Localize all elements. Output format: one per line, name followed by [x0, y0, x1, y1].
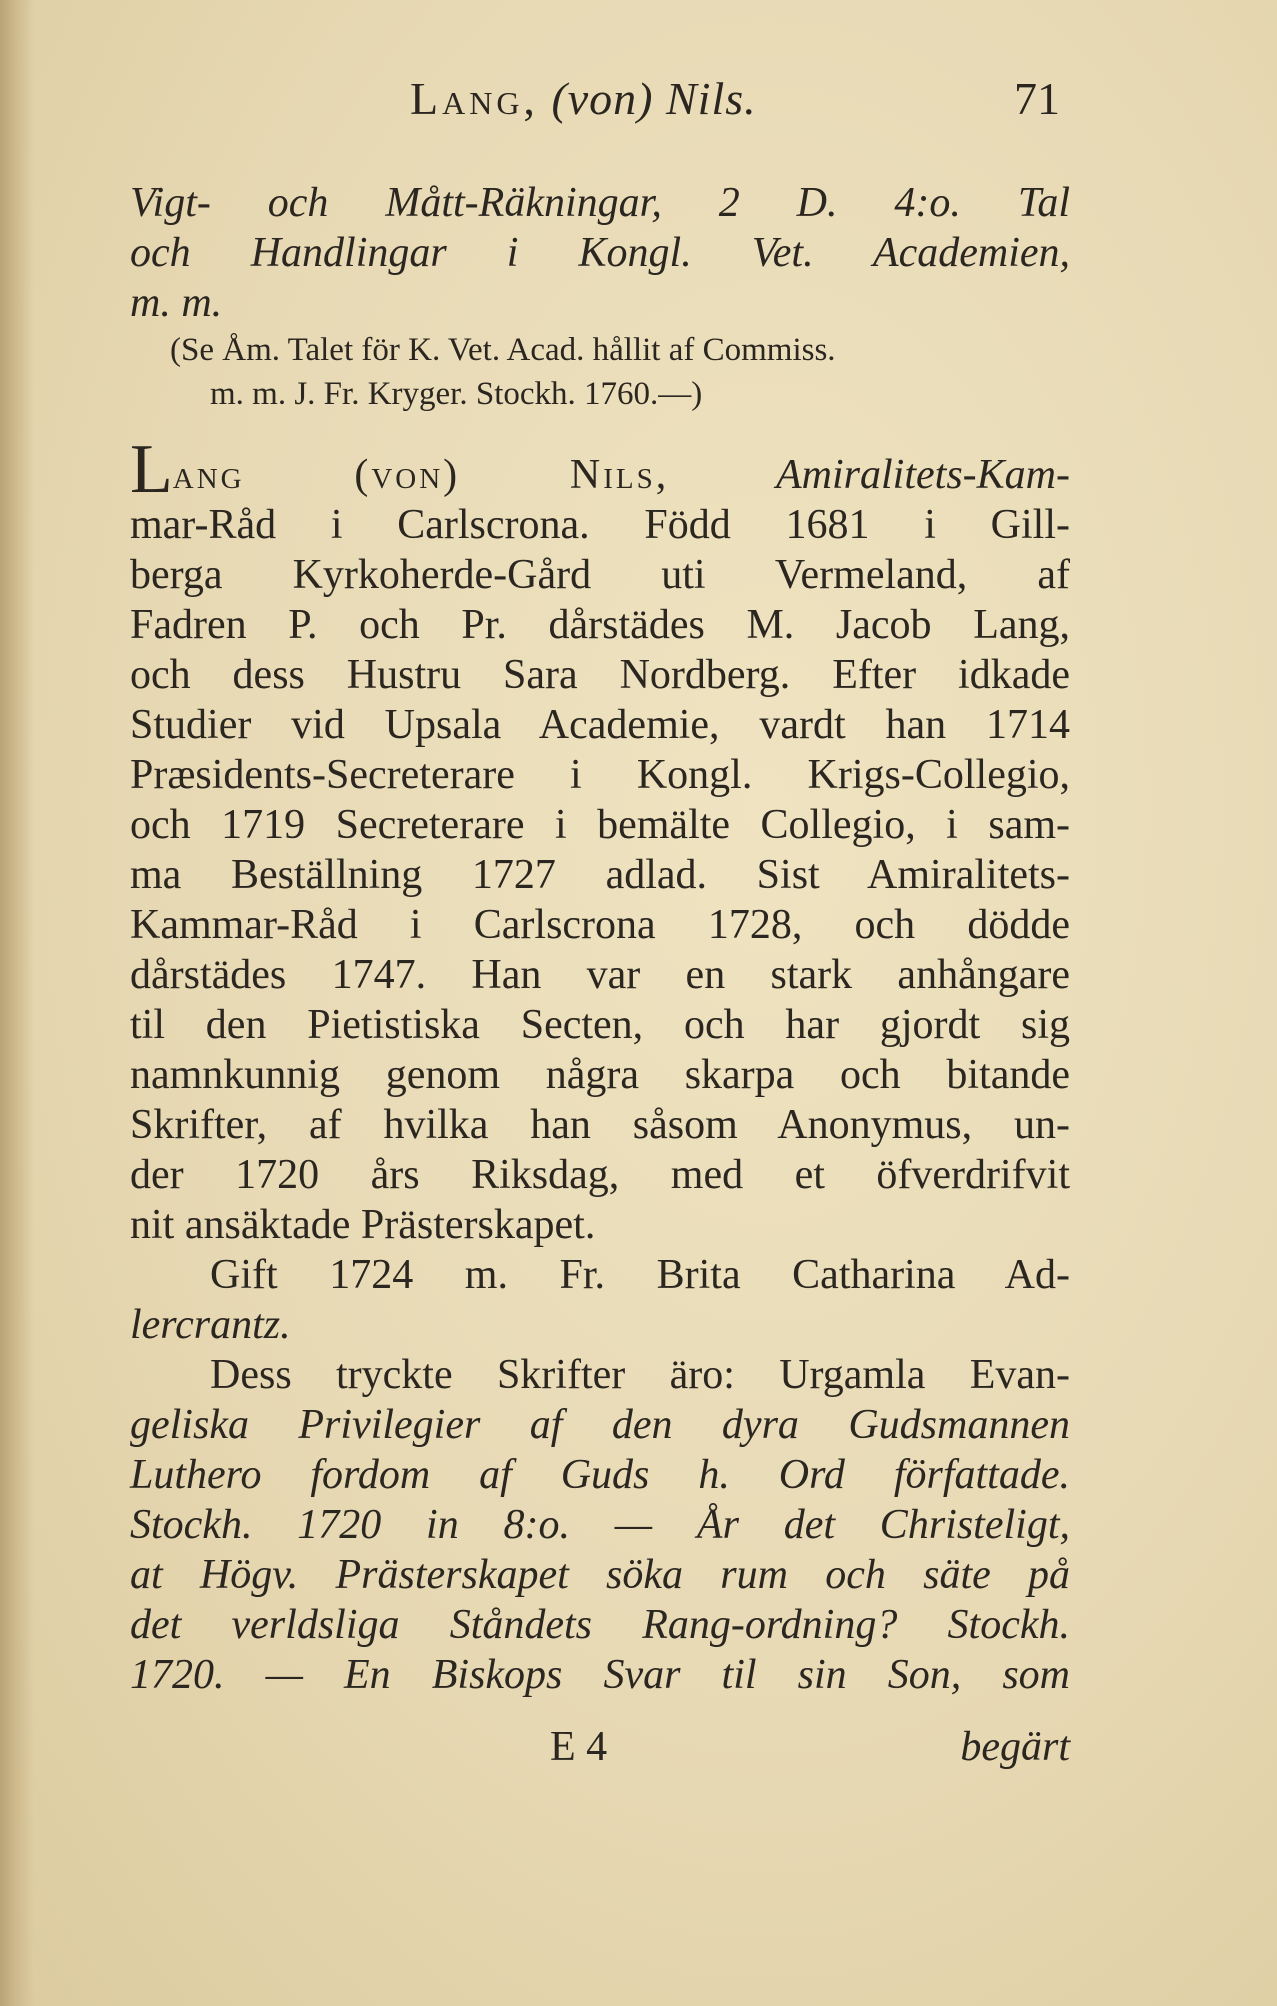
- entry-line: Kammar-Råd i Carlscrona 1728, och dödde: [130, 902, 1070, 948]
- entry-line: Fadren P. och Pr. dårstädes M. Jacob Lang,: [130, 602, 1070, 648]
- entry-line: til den Pietistiska Secten, och har gjordt sig: [130, 1002, 1070, 1048]
- marriage-line: lercrantz.: [130, 1302, 291, 1348]
- writings-line: Dess tryckte Skrifter äro: Urgamla Evan-: [210, 1352, 1070, 1398]
- running-head-name: Lang,: [410, 73, 539, 124]
- writings-line: Luthero fordom af Guds h. Ord författade.: [130, 1452, 1070, 1498]
- writings-line: det verldsliga Ståndets Rang-ordning? Stockh.: [130, 1602, 1070, 1648]
- continuation-line: m. m.: [130, 280, 223, 326]
- note-line: (Se Åm. Talet för K. Vet. Acad. hållit af Commiss.: [170, 332, 836, 368]
- entry-headword: [130, 431, 776, 508]
- writings-line: at Högv. Prästerskapet söka rum och säte på: [130, 1552, 1070, 1598]
- page-header: [130, 72, 1060, 142]
- headword-rest: ang (von) Nils,: [172, 452, 670, 498]
- continuation-line: och Handlingar i Kongl. Vet. Academien,: [130, 230, 1070, 276]
- entry-line: och 1719 Secreterare i bemälte Collegio, i sam-: [130, 802, 1070, 848]
- entry-line: der 1720 års Riksdag, med et öfverdrifvit: [130, 1152, 1070, 1198]
- writings-line: Stockh. 1720 in 8:o. — År det Christeligt,: [130, 1502, 1070, 1548]
- page-number: 71: [1014, 73, 1060, 124]
- entry-line: berga Kyrkoherde-Gård uti Vermeland, af: [130, 552, 1070, 598]
- signature-mark: E 4: [550, 1724, 608, 1770]
- binding-edge: [0, 0, 34, 2006]
- entry-line: Præsidents-Secreterare i Kongl. Krigs-Collegio,: [130, 752, 1070, 798]
- running-head-italic: (von) Nils.: [551, 73, 757, 124]
- writings-line: 1720. — En Biskops Svar til sin Son, som: [130, 1652, 1070, 1698]
- entry-line: dårstädes 1747. Han var en stark anhångare: [130, 952, 1070, 998]
- continuation-line: Vigt- och Mått-Räkningar, 2 D. 4:o. Tal: [130, 180, 1070, 226]
- entry-line: mar-Råd i Carlscrona. Född 1681 i Gill-: [130, 502, 1070, 548]
- entry-heading-line: [130, 431, 1070, 508]
- entry-title: Amiralitets-Kam-: [776, 452, 1070, 498]
- entry-line: nit ansäktade Prästerskapet.: [130, 1202, 596, 1248]
- entry-line: Studier vid Upsala Academie, vardt han 1714: [130, 702, 1070, 748]
- entry-line: ma Beställning 1727 adlad. Sist Amiralitets-: [130, 852, 1070, 898]
- entry-line: namnkunnig genom några skarpa och bitande: [130, 1052, 1070, 1098]
- catchword: begärt: [960, 1724, 1070, 1770]
- writings-line: geliska Privilegier af den dyra Gudsmannen: [130, 1402, 1070, 1448]
- entry-line: och dess Hustru Sara Nordberg. Efter idkade: [130, 652, 1070, 698]
- text-block: [130, 178, 1070, 1700]
- running-head: [410, 72, 757, 125]
- entry-line: Skrifter, af hvilka han såsom Anonymus, un-: [130, 1102, 1070, 1148]
- note-line: m. m. J. Fr. Kryger. Stockh. 1760.—): [210, 376, 703, 412]
- headword-initial: L: [130, 431, 173, 508]
- page-footer: [130, 1722, 1070, 1772]
- marriage-line: Gift 1724 m. Fr. Brita Catharina Ad-: [210, 1252, 1070, 1298]
